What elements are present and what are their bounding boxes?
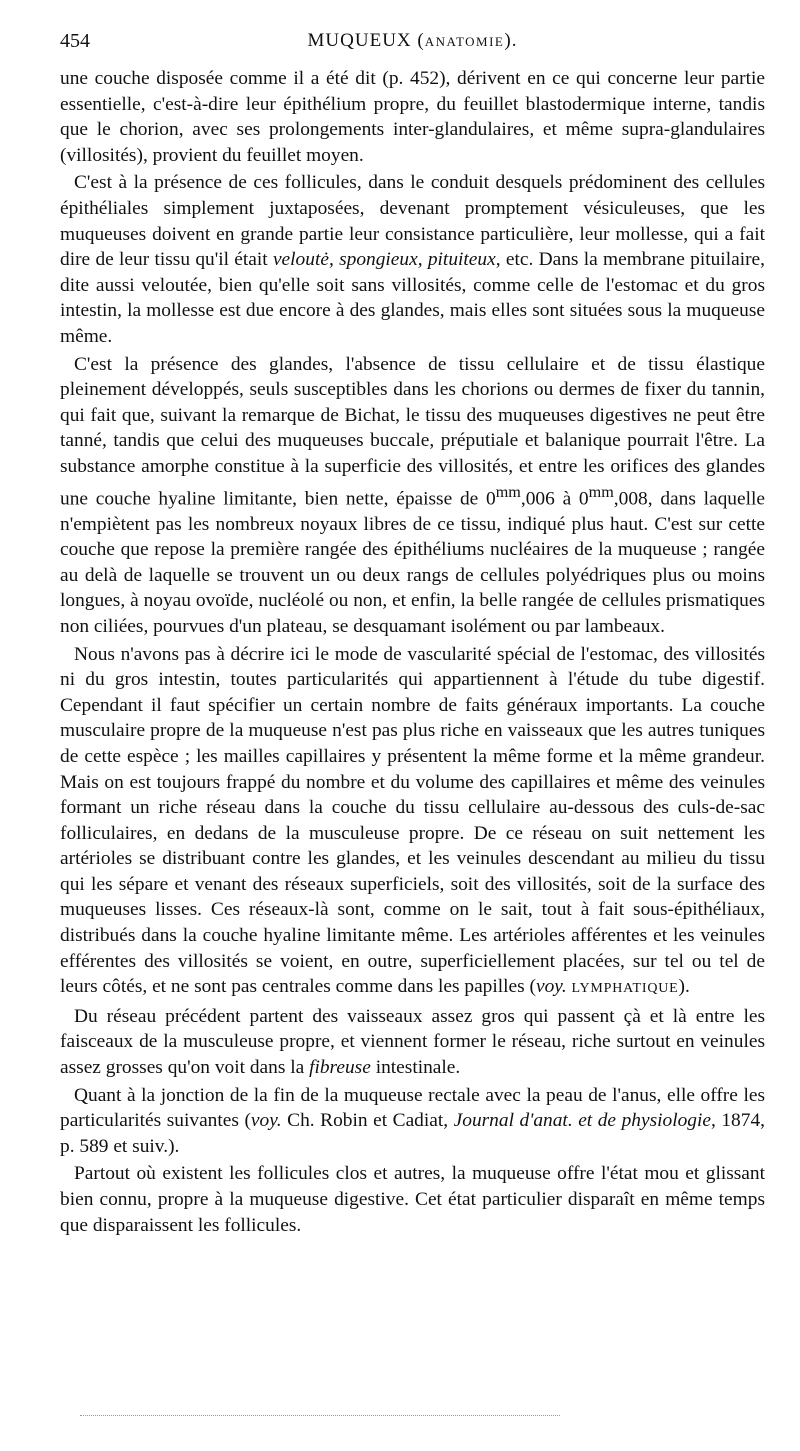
running-title-paren-open: (	[417, 30, 425, 51]
running-title-paren-close: ).	[504, 30, 518, 51]
paragraph-5-italic: fibreuse	[309, 1057, 371, 1079]
unit-mm-2: mm	[588, 483, 614, 501]
paragraph-3	[60, 352, 765, 640]
paragraph-4-italic: voy.	[536, 976, 567, 998]
paragraph-4	[60, 642, 765, 1002]
running-title-subject: ANATOMIE	[424, 34, 505, 49]
paragraph-4-text-before: Nous n'avons pas à décrire ici le mode de vascularité spécial de l'estomac, des villosités ni du gros intestin, toutes particularités qui appartiennent à l'étude du tube digestif. Cependant il faut spécifier un certain nombre de faits généraux importants. La couche musculaire propre de la muqueuse n'est pas plus riche en vaisseaux que les autres tuniques de cette espèce ; les mailles capillaires y présentent la même forme et la même grandeur. Mais on est toujours frappé du nombre et du volume des capillaires et même des veinules formant un riche réseau dans la couche du tissu cellulaire au-dessous des culs-de-sac folliculaires, en dedans de la musculeuse propre. De ce réseau on suit nettement les artérioles se distribuant contre les glandes, et les veinules descendant au milieu du tissu qui les sépare et venant des réseaux superficiels, soit des villosités, soit de la surface des muqueuses lisses. Ces réseaux-là sont, comme on le sait, tout à fait sous-épithéliaux, distribués dans la couche hyaline limitante même. Les artérioles afférentes et les veinules efférentes des villosités se voient, en outre, superficiellement placées, sur tel ou tel de leurs côtés, et ne sont pas centrales comme dans les papilles (	[60, 643, 765, 998]
paragraph-5-text-after: intestinale.	[370, 1057, 461, 1079]
running-title	[60, 30, 765, 52]
running-title-main: MUQUEUX	[307, 30, 412, 51]
bottom-rule	[80, 1415, 560, 1416]
paragraph-6	[60, 1083, 765, 1160]
paragraph-6-italic-1: voy.	[250, 1110, 282, 1132]
paragraph-6-text-after: , 1874, p. 589 et suiv.).	[60, 1110, 765, 1157]
unit-mm-1: mm	[495, 483, 521, 501]
body-text	[60, 66, 765, 1238]
paragraph-2-italic: veloutė, spongieux, pituiteux	[272, 249, 496, 271]
page-number: 454	[60, 30, 90, 52]
paragraph-1	[60, 66, 765, 168]
paragraph-1-text: une couche disposée comme il a été dit (p. 452), dérivent en ce qui concerne leur partie essentielle, c'est-à-dire leur épithélium propre, du feuillet blastodermique interne, tandis que le chorion, avec ses prolongements inter-glandulaires, et même supra-glandulaires (villosités), provient du feuillet moyen.	[60, 68, 765, 166]
paragraph-5-text-before: Du réseau précédent partent des vaisseaux assez gros qui passent çà et là entre les faisceaux de la musculeuse propre, et viennent former le réseau, riche surtout en veinules assez grosses qu'on voit dans la	[60, 1005, 765, 1079]
paragraph-6-text-before: Quant à la jonction de la fin de la muqueuse rectale avec la peau de l'anus, elle offre les particularités suivantes (	[60, 1084, 765, 1132]
paragraph-5	[60, 1004, 765, 1081]
paragraph-7	[60, 1161, 765, 1238]
paragraph-4-small-caps: LYMPHATIQUE	[571, 981, 679, 997]
paragraph-4-text-after: ).	[678, 976, 690, 998]
paragraph-3-text: C'est la présence des glandes, l'absence de tissu cellulaire et de tissu élastique pleinement développés, seuls susceptibles dans les chorions ou dermes de fixer du tannin, qui fait que, suivant la remarque de Bichat, le tissu des muqueuses digestives ne peut être tanné, tandis que celui des muqueuses buccale, préputiale et balanique pourrait l'être. La substance amorphe constitue à la superficie des villosités, et entre les orifices des glandes une couche hyaline limitante, bien nette, épaisse de 0	[60, 353, 765, 509]
paragraph-3-mid: ,006 à 0	[520, 487, 589, 509]
paragraph-2-text-after: , etc. Dans la membrane pituilaire, dite aussi veloutée, bien qu'elle soit sans villosités, comme celle de l'estomac et du gros intestin, la mollesse est due encore à des glandes, mais elles sont situées sous la muqueuse même.	[60, 249, 765, 347]
paragraph-6-italic-2: Journal d'anat. et de physiologie	[453, 1110, 711, 1132]
running-head	[60, 30, 765, 60]
paragraph-2	[60, 170, 765, 349]
paragraph-2-text-before: C'est à la présence de ces follicules, dans le conduit desquels prédominent des cellules épithéliales simplement juxtaposées, devenant promptement vésiculeuses, que les muqueuses doivent en grande partie leur consistance particulière, leur mollesse, qui a fait dire de leur tissu qu'il était	[60, 172, 765, 271]
paragraph-3-rest: ,008, dans laquelle n'empiètent pas les nombreux noyaux libres de ce tissu, indiqué plus haut. C'est sur cette couche que repose la première rangée des épithéliums nucléaires de la muqueuse ; rangée au delà de laquelle se trouvent un ou deux rangs de cellules polyédriques plus ou moins longues, à noyau ovoïde, nucléolé ou non, et enfin, la belle rangée de cellules prismatiques non ciliées, pourvues d'un plateau, se desquamant isolément ou par lambeaux.	[60, 487, 765, 637]
page	[60, 30, 765, 1238]
paragraph-6-mid: Ch. Robin et Cadiat,	[281, 1110, 454, 1132]
paragraph-7-text: Partout où existent les follicules clos et autres, la muqueuse offre l'état mou et glissant bien connu, propre à la muqueuse digestive. Cet état particulier disparaît en même temps que disparaissent les follicules.	[60, 1163, 765, 1236]
